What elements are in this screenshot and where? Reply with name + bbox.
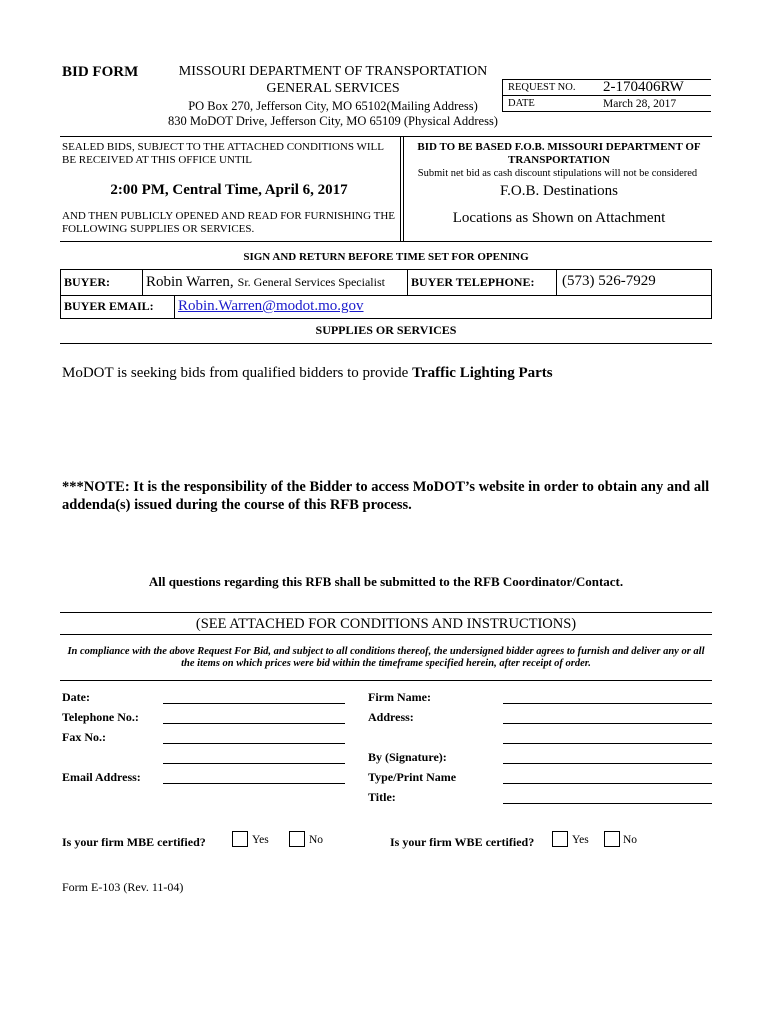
fob-destinations: F.O.B. Destinations (500, 183, 618, 199)
address-label: Address: (368, 710, 414, 724)
firm-name-line[interactable] (503, 703, 712, 704)
signature-line[interactable] (503, 763, 712, 764)
mbe-yes-checkbox[interactable] (232, 831, 248, 847)
fob-note: Submit net bid as cash discount stipulations will not be considered (417, 168, 698, 179)
buyer-name: Robin Warren, (146, 274, 234, 290)
addenda-note: ***NOTE: It is the responsibility of the Bidder to access MoDOT’s website in order to obtain any and all addenda(s) issued during the course of this RFB process. (62, 479, 710, 513)
mbe-no-label: No (309, 834, 324, 846)
title-line[interactable] (503, 803, 712, 804)
print-name-line[interactable] (503, 783, 712, 784)
fob-locations: Locations as Shown on Attachment (452, 210, 666, 226)
buyer-label: BUYER: (64, 275, 111, 289)
fax-field-label: Fax No.: (62, 730, 106, 744)
request-no-value: 2-170406RW (603, 79, 684, 95)
signature-label: By (Signature): (368, 750, 447, 764)
address-line-1[interactable] (503, 723, 712, 724)
department-name: MISSOURI DEPARTMENT OF TRANSPORTATION (178, 64, 488, 79)
address-line-2[interactable] (503, 743, 712, 744)
buyer-name-block (146, 273, 385, 291)
print-name-label: Type/Print Name (368, 770, 457, 784)
description-item: Traffic Lighting Parts (412, 365, 553, 381)
fob-title: BID TO BE BASED F.O.B. MISSOURI DEPARTMENT OF TRANSPORTATION (417, 141, 701, 166)
sealed-bids-intro: SEALED BIDS, SUBJECT TO THE ATTACHED CONDITIONS WILL BE RECEIVED AT THIS OFFICE UNTIL (62, 141, 384, 166)
buyer-email-link[interactable]: Robin.Warren@modot.mo.gov (178, 298, 364, 314)
sign-return-heading: SIGN AND RETURN BEFORE TIME SET FOR OPENING (243, 251, 529, 263)
date-value: March 28, 2017 (603, 98, 677, 110)
sealed-bids-outro: AND THEN PUBLICLY OPENED AND READ FOR FURNISHING THE FOLLOWING SUPPLIES OR SERVICES. (62, 210, 395, 235)
email-field-line[interactable] (163, 783, 345, 784)
form-title: BID FORM (62, 64, 139, 80)
buyer-title: Sr. General Services Specialist (237, 275, 385, 289)
mbe-no-checkbox[interactable] (289, 831, 305, 847)
buyer-phone: (573) 526-7929 (562, 273, 656, 289)
mbe-question: Is your firm MBE certified? (62, 835, 206, 849)
buyer-email-label: BUYER EMAIL: (64, 299, 154, 313)
fax-field-line[interactable] (163, 743, 345, 744)
wbe-no-checkbox[interactable] (604, 831, 620, 847)
mbe-yes-label: Yes (252, 834, 269, 846)
buyer-phone-label: BUYER TELEPHONE: (411, 275, 535, 289)
email-field-label: Email Address: (62, 770, 141, 784)
wbe-yes-checkbox[interactable] (552, 831, 568, 847)
telephone-field-line[interactable] (163, 723, 345, 724)
wbe-question: Is your firm WBE certified? (390, 835, 535, 849)
description (62, 365, 553, 382)
questions-note: All questions regarding this RFB shall be submitted to the RFB Coordinator/Contact. (148, 574, 624, 589)
mailing-address: PO Box 270, Jefferson City, MO 65102(Mailing Address) (188, 99, 478, 113)
date-field-line[interactable] (163, 703, 345, 704)
physical-address: 830 MoDOT Drive, Jefferson City, MO 65109 (Physical Address) (168, 114, 498, 128)
form-footer: Form E-103 (Rev. 11-04) (62, 880, 184, 894)
firm-name-label: Firm Name: (368, 690, 431, 704)
wbe-yes-label: Yes (572, 834, 589, 846)
date-label: DATE (508, 98, 535, 109)
extra-field-line[interactable] (163, 763, 345, 764)
description-text: MoDOT is seeking bids from qualified bidders to provide (62, 365, 413, 381)
date-field-label: Date: (62, 690, 90, 704)
bid-deadline: 2:00 PM, Central Time, April 6, 2017 (110, 182, 348, 198)
request-no-label: REQUEST NO. (508, 82, 576, 93)
conditions-heading: (SEE ATTACHED FOR CONDITIONS AND INSTRUCTIONS) (195, 616, 577, 632)
supplies-heading: SUPPLIES OR SERVICES (315, 323, 457, 337)
wbe-no-label: No (623, 834, 638, 846)
division-name: GENERAL SERVICES (266, 81, 400, 96)
title-label: Title: (368, 790, 396, 804)
compliance-statement: In compliance with the above Request For Bid, and subject to all conditions thereof, the undersigned bidder agrees to furnish and deliver any or all the items on which prices were bid within the timeframe specified herein, after receipt of order. (67, 646, 705, 669)
telephone-field-label: Telephone No.: (62, 710, 139, 724)
